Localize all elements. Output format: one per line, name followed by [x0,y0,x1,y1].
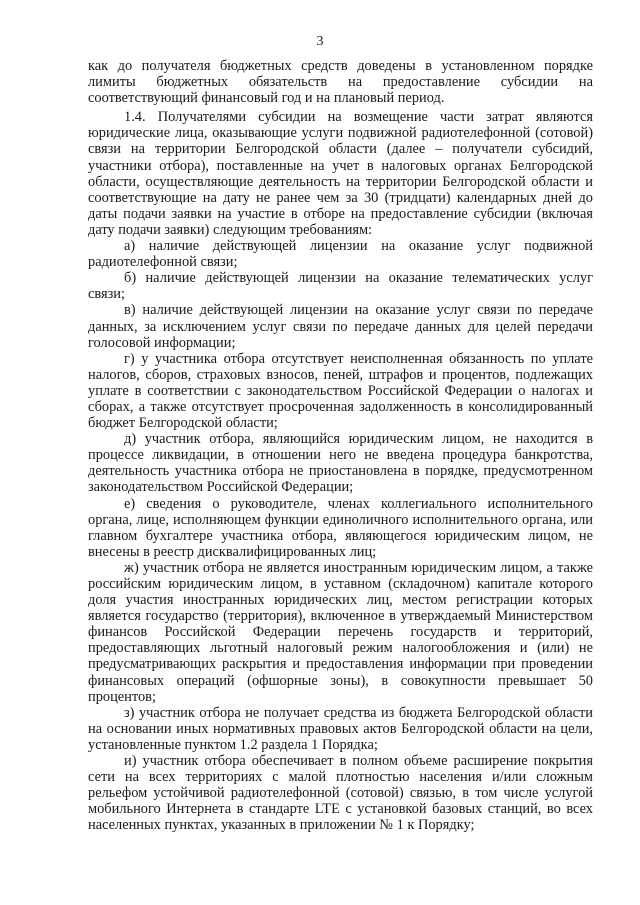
paragraph-1-4: 1.4. Получателями субсидии на возмещение части затрат являются юридические лица, оказывающие услуги подвижной радиотелефонной (сотовой) связи на территории Белгородской области (далее – получатели субсидий, участники отбора), поставленные на учет в налоговых органах Белгородской области, осуществляющие деятельность на территории Белгородской области и соответствующие на дату не ранее чем за 30 (тридцати) календарных дней до даты подачи заявки на участие в отборе на предоставление субсидии (включая дату подачи заявки) следующим требованиям: [88,109,593,238]
requirement-g: г) у участника отбора отсутствует неисполненная обязанность по уплате налогов, сборов, страховых взносов, пеней, штрафов и процентов, подлежащих уплате в соответствии с законодательством Российской Федерации о налогах и сборах, а также отсутствует просроченная задолженность в консолидированный бюджет Белгородской области; [88,350,593,432]
requirement-d: д) участник отбора, являющийся юридическим лицом, не находится в процессе ликвидации, в отношении него не введена процедура банкротства, деятельность участника отбора не приостановлена в порядке, предусмотренном законодательством Российской Федерации; [88,431,593,496]
requirement-a: а) наличие действующей лицензии на оказание услуг подвижной радиотелефонной связи; [88,238,593,271]
requirement-e: е) сведения о руководителе, членах коллегиального исполнительного органа, лице, исполняющем функции единоличного исполнительного органа, или главном бухгалтере участника отбора, являющегося юридическим лицом, не внесены в реестр дисквалифицированных лиц; [88,495,593,560]
requirement-v: в) наличие действующей лицензии на оказание услуг связи по передаче данных, за исключением услуг связи по передаче данных для целей передачи голосовой информации; [88,302,593,351]
requirement-i: и) участник отбора обеспечивает в полном объеме расширение покрытия сети на всех территориях с малой плотностью населения и/или сложным рельефом устойчивой радиотелефонной (сотовой) связью, в том числе услугой мобильного Интернета в стандарте LTE с установкой базовых станций, во всех населенных пунктах, указанных в приложении № 1 к Порядку; [88,753,593,834]
requirement-zh: ж) участник отбора не является иностранным юридическим лицом, а также российским юридическим лицом, в уставном (складочном) капитале которого доля участия иностранных юридических лиц, местом регистрации которых является государство (территория), включенное в утверждаемый Министерством финансов Российской Федерации перечень государств и территорий, предоставляющих льготный налоговый режим налогообложения и (или) не предусматривающих раскрытия и предоставления информации при проведении финансовых операций (офшорные зоны), в совокупности превышает 50 процентов; [88,559,593,705]
requirement-z: з) участник отбора не получает средства из бюджета Белгородской области на основании иных нормативных правовых актов Белгородской области на цели, установленные пунктом 1.2 раздела 1 Порядка; [88,704,593,753]
document-body [88,58,593,834]
paragraph-continuation: как до получателя бюджетных средств доведены в установленном порядке лимиты бюджетных обязательств на предоставление субсидии на соответствующий финансовый год и на плановый период. [88,58,593,107]
requirement-b: б) наличие действующей лицензии на оказание телематических услуг связи; [88,270,593,303]
page-number: 3 [316,34,324,49]
